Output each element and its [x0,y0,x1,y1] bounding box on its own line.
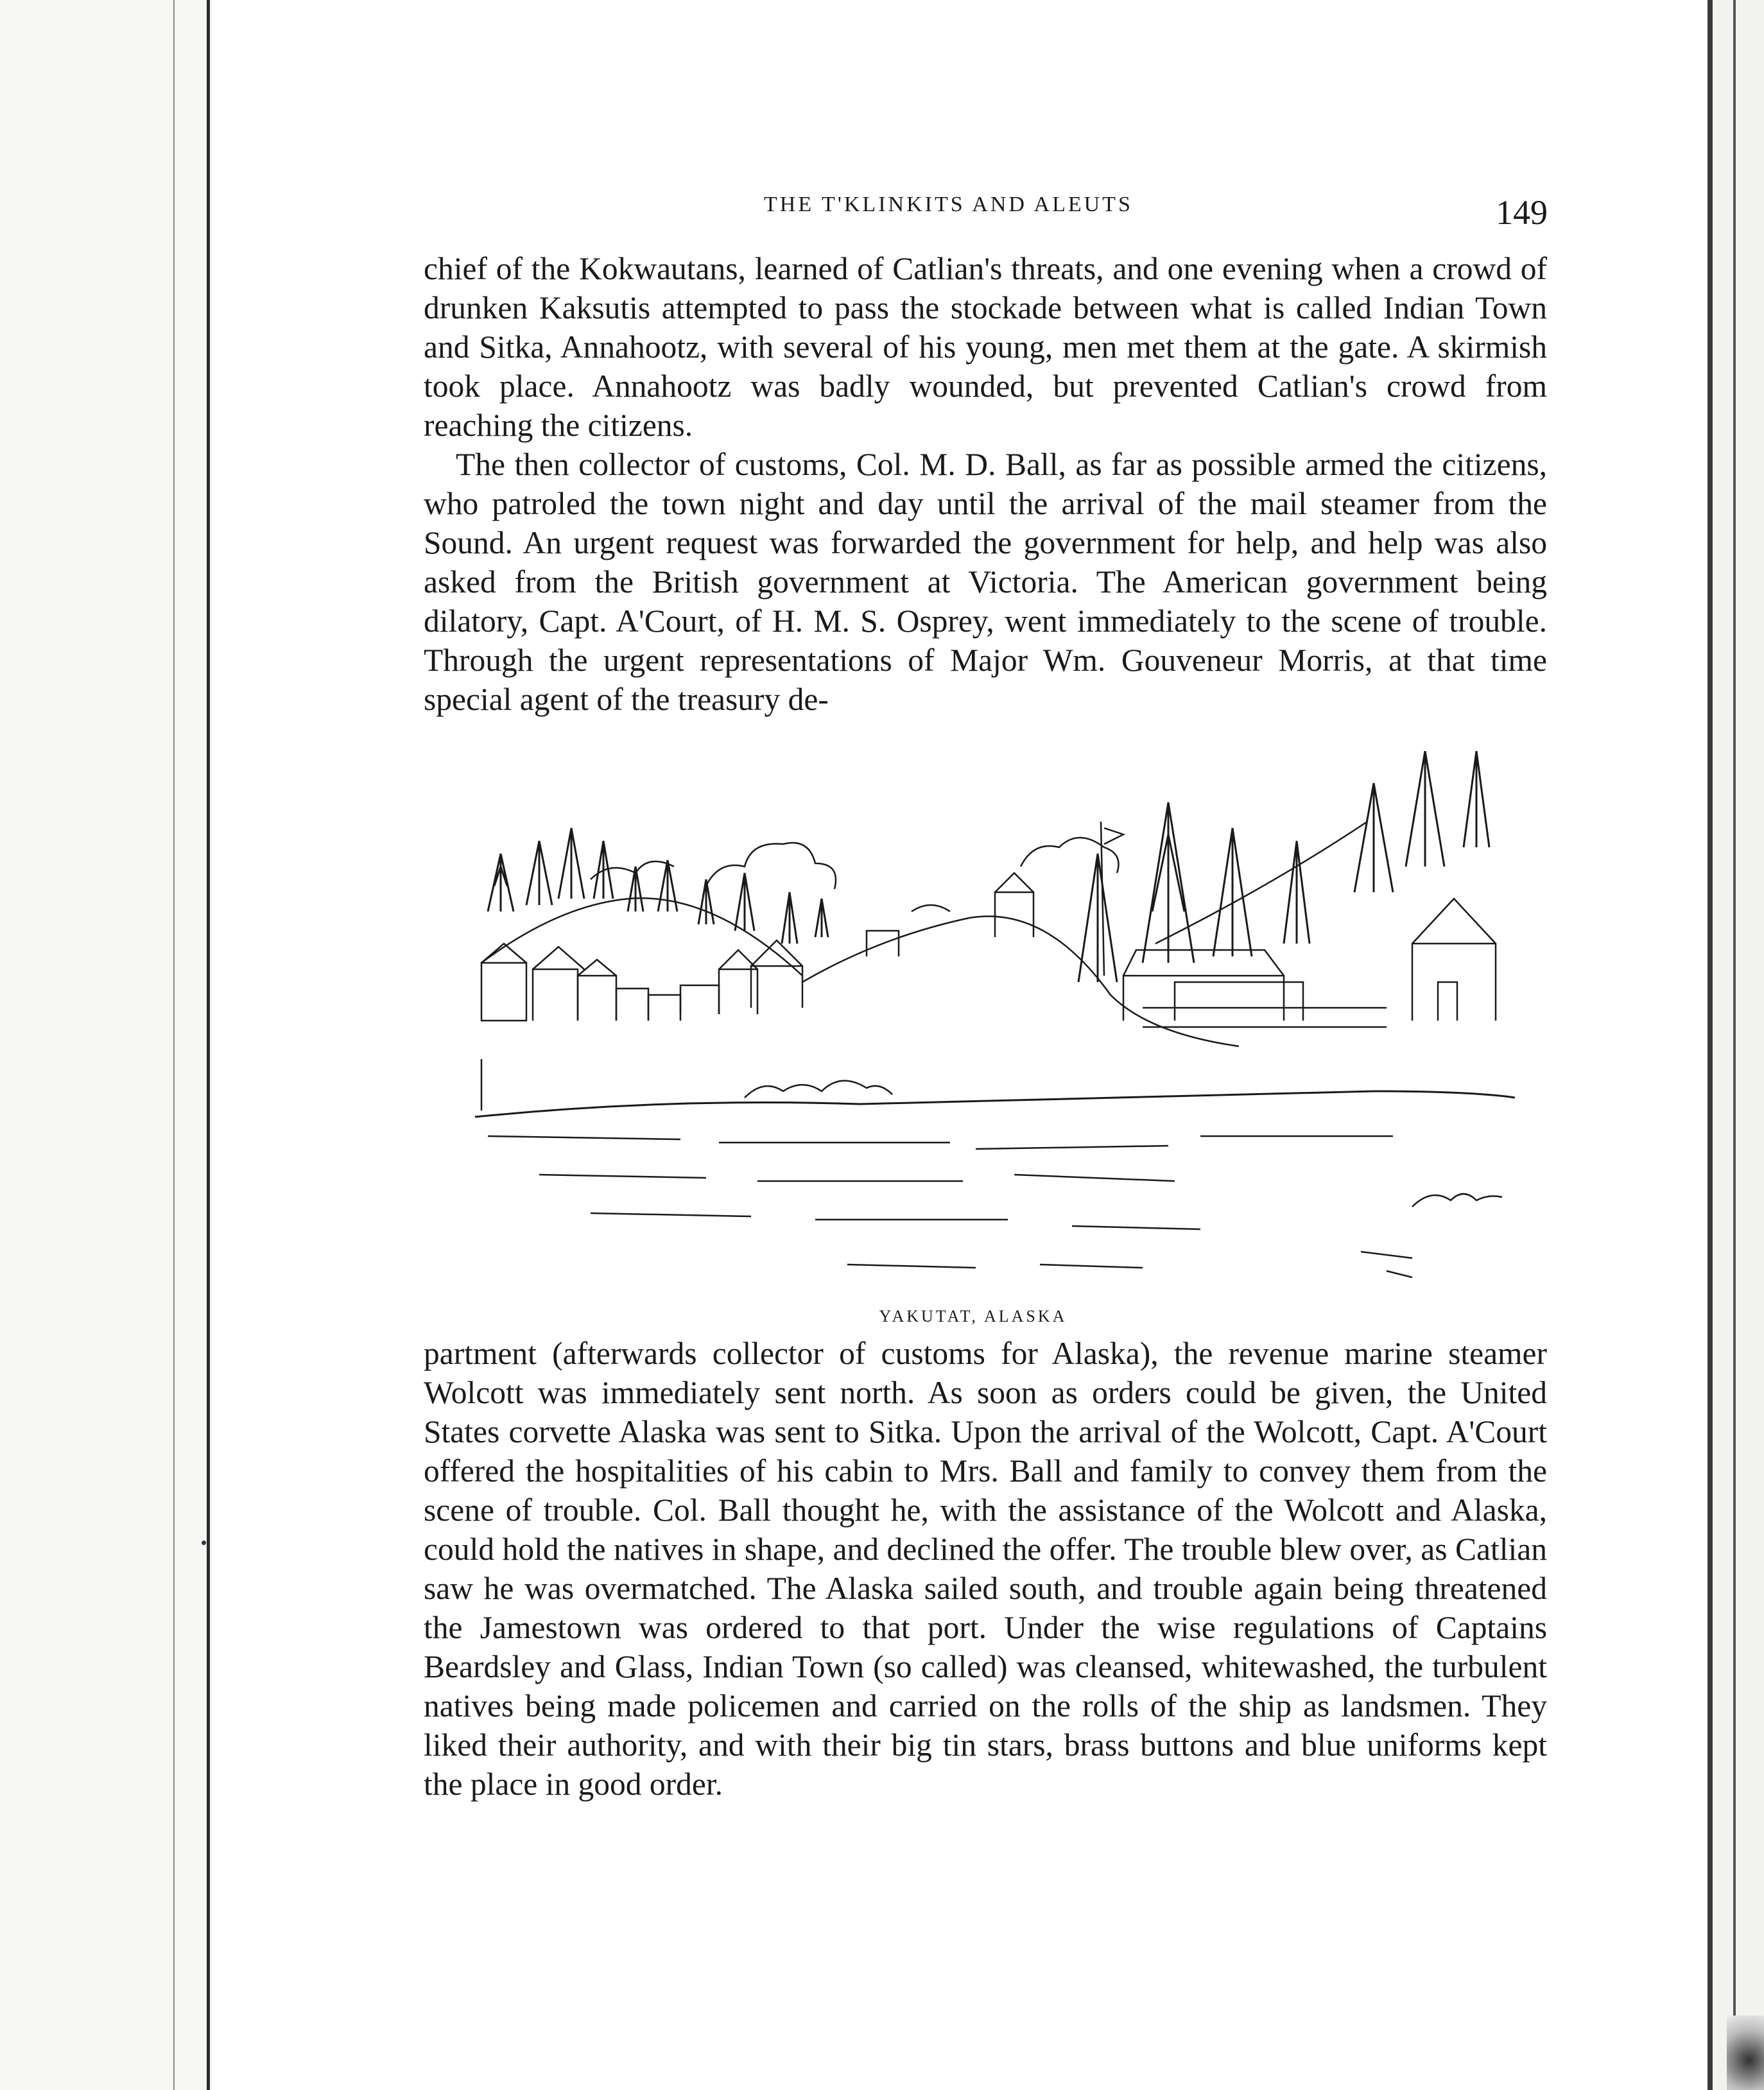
page-edge [1733,0,1736,2090]
illustration-yakutat [462,751,1515,1309]
margin-mark [202,1541,206,1545]
running-head: THE T'KLINKITS AND ALEUTS [764,193,1133,216]
page-edge-strip [1713,0,1764,2090]
paragraph: chief of the Kokwautans, learned of Catlian's threats, and one evening when a crowd of drunken Kaksutis attempted to pass the stockade between what is called Indian Town and Sitka, Annahootz, with several of his young, men met them at the gate. A skirmish took place. Annahootz was badly wounded, but prevented Catlian's crowd from reaching the citizens. [424,251,1547,443]
text-block-top [424,249,1547,719]
scan-corner-shadow [1727,2016,1764,2090]
gutter-edge [207,0,210,2090]
page-edge [1708,0,1713,2090]
paragraph: The then collector of customs, Col. M. D. Ball, as far as possible armed the citizens, who patroled the town night and day until the arrival of the mail steamer from the Sound. An urgent request was forwarded the government for help, and help was also asked from the British government at Victoria. The American government being dilatory, Capt. A'Court, of H. M. S. Osprey, went immediately to the scene of trouble. Through the urgent representations of Major Wm. Gouveneur Morris, at that time special agent of the treasury de- [424,447,1547,717]
text-block-bottom [424,1334,1547,1804]
facing-page-margin [0,0,212,2090]
figure-caption: YAKUTAT, ALASKA [879,1307,1068,1326]
spine-line [173,0,175,2090]
page-number: 149 [1496,193,1548,232]
paragraph: partment (afterwards collector of customs for Alaska), the revenue marine steamer Wolcott was immediately sent north. As soon as orders could be given, the United States corvette Alaska was sent to Sitka. Upon the arrival of the Wolcott, Capt. A'Court offered the hospitalities of his cabin to Mrs. Ball and family to convey them from the scene of trouble. Col. Ball thought he, with the assistance of the Wolcott and Alaska, could hold the natives in shape, and declined the offer. The trouble blew over, as Catlian saw he was overmatched. The Alaska sailed south, and trouble again being threatened the Jamestown was ordered to that port. Under the wise regulations of Captains Beardsley and Glass, Indian Town (so called) was cleansed, whitewashed, the turbulent natives being made policemen and carried on the rolls of the ship as landsmen. They liked their authority, and with their big tin stars, brass buttons and blue uniforms kept the place in good order. [424,1336,1547,1802]
